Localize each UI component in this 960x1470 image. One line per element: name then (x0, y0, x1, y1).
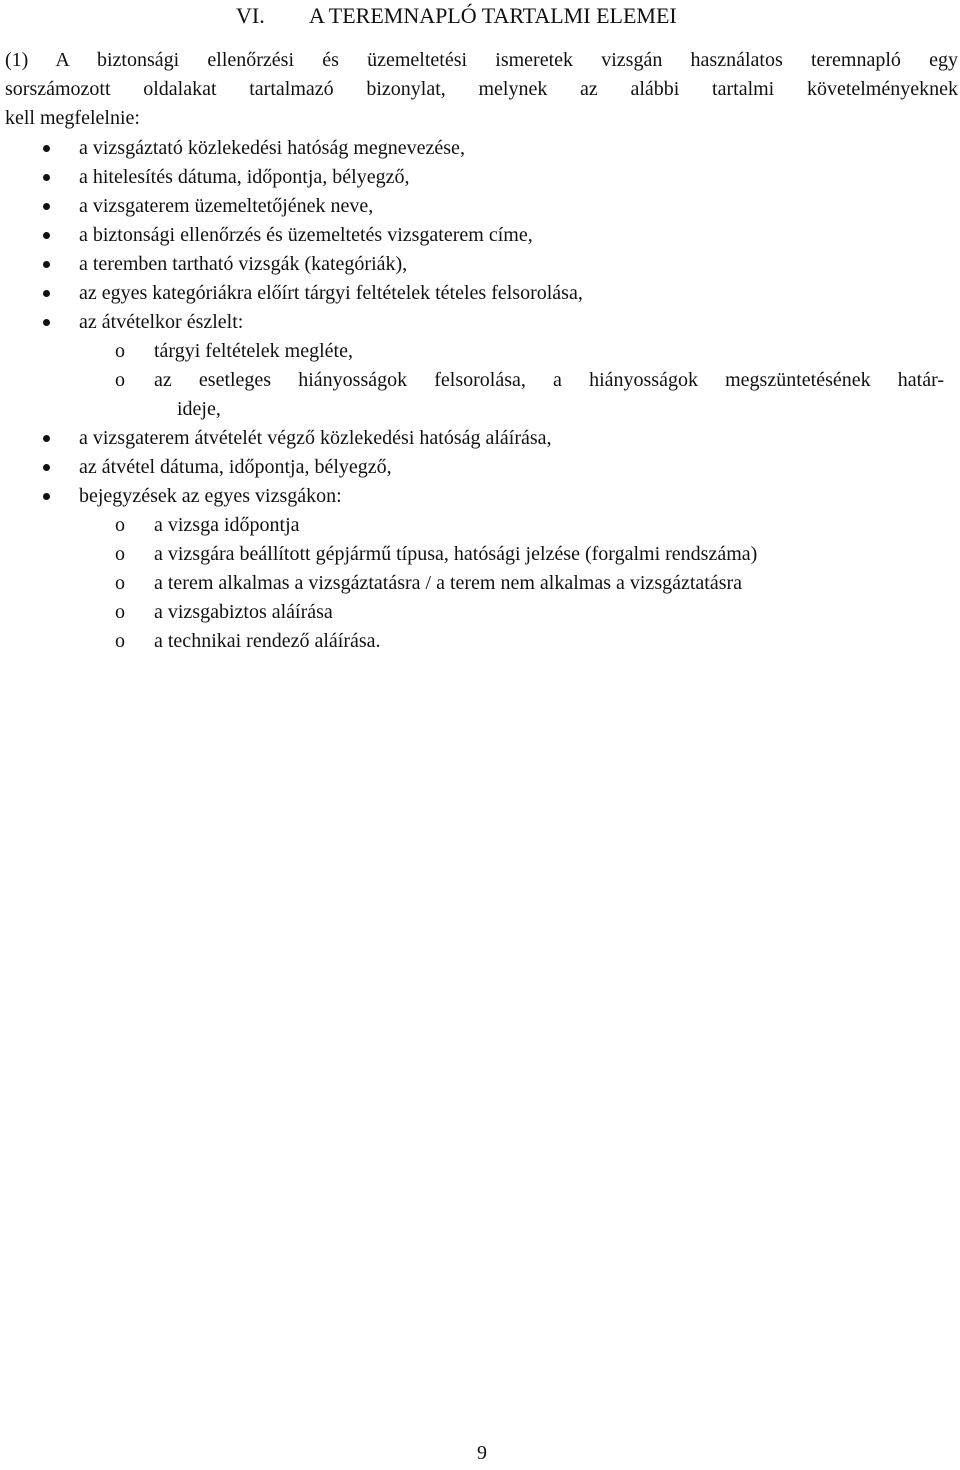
list-item (0, 540, 960, 569)
sub-bullet-marker: o (115, 340, 125, 362)
list-item (0, 569, 960, 598)
list-item-text: az esetleges hiányosságok felsorolása, a hiányosságok megszüntetésének határ- (154, 369, 944, 391)
list-item (0, 279, 960, 308)
bullet-icon (43, 203, 50, 210)
intro-line: kell megfelelnie: (5, 107, 140, 129)
list-item (0, 337, 960, 366)
list-item (0, 192, 960, 221)
list-item-text: tárgyi feltételek megléte, (154, 340, 353, 362)
sub-bullet-marker: o (115, 369, 125, 391)
list-item-text: a teremben tartható vizsgák (kategóriák), (79, 253, 408, 275)
sub-bullet-marker: o (115, 514, 125, 536)
intro-line: (1) A biztonsági ellenőrzési és üzemeltetési ismeretek vizsgán használatos teremnapló egy (5, 49, 958, 71)
section-title: A TEREMNAPLÓ TARTALMI ELEMEI (309, 3, 677, 28)
list-item-text: az átvétel dátuma, időpontja, bélyegző, (79, 456, 392, 478)
list-item-text: a vizsgaterem átvételét végző közlekedési hatóság aláírása, (79, 427, 552, 449)
requirements-list (0, 134, 960, 656)
list-item-text: a vizsgára beállított gépjármű típusa, hatósági jelzése (forgalmi rendszáma) (154, 543, 758, 565)
list-item (0, 511, 960, 540)
list-item (0, 308, 960, 337)
intro-line: sorszámozott oldalakat tartalmazó bizonylat, melynek az alábbi tartalmi követelményeknek (5, 78, 958, 100)
list-item (0, 424, 960, 453)
sub-bullet-marker: o (115, 601, 125, 623)
section-heading (236, 3, 677, 29)
list-item-text: a vizsgaterem üzemeltetőjének neve, (79, 195, 374, 217)
list-item (0, 453, 960, 482)
list-item (0, 366, 960, 395)
sub-bullet-marker: o (115, 572, 125, 594)
list-item-text: a vizsga időpontja (154, 514, 300, 536)
bullet-icon (43, 493, 50, 500)
bullet-icon (43, 319, 50, 326)
list-item (0, 395, 960, 424)
bullet-icon (43, 464, 50, 471)
list-item-text: a hitelesítés dátuma, időpontja, bélyegző, (79, 166, 410, 188)
list-item (0, 221, 960, 250)
list-item-text: ideje, (177, 398, 221, 420)
page-number: 9 (477, 1442, 487, 1464)
list-item (0, 250, 960, 279)
list-item-text: a terem alkalmas a vizsgáztatásra / a terem nem alkalmas a vizsgáztatásra (154, 572, 743, 594)
list-item (0, 627, 960, 656)
list-item-text: a biztonsági ellenőrzés és üzemeltetés vizsgaterem címe, (79, 224, 533, 246)
list-item-text: az átvételkor észlelt: (79, 311, 244, 333)
bullet-icon (43, 435, 50, 442)
bullet-icon (43, 232, 50, 239)
bullet-icon (43, 290, 50, 297)
list-item (0, 482, 960, 511)
section-number: VI. (236, 3, 265, 28)
list-item (0, 598, 960, 627)
list-item (0, 163, 960, 192)
sub-bullet-marker: o (115, 543, 125, 565)
sub-bullet-marker: o (115, 630, 125, 652)
bullet-icon (43, 145, 50, 152)
list-item (0, 134, 960, 163)
list-item-text: a vizsgáztató közlekedési hatóság megnevezése, (79, 137, 465, 159)
intro-paragraph (5, 46, 958, 133)
bullet-icon (43, 174, 50, 181)
list-item-text: bejegyzések az egyes vizsgákon: (79, 485, 342, 507)
list-item-text: a technikai rendező aláírása. (154, 630, 381, 652)
list-item-text: a vizsgabiztos aláírása (154, 601, 333, 623)
list-item-text: az egyes kategóriákra előírt tárgyi feltételek tételes felsorolása, (79, 282, 583, 304)
bullet-icon (43, 261, 50, 268)
